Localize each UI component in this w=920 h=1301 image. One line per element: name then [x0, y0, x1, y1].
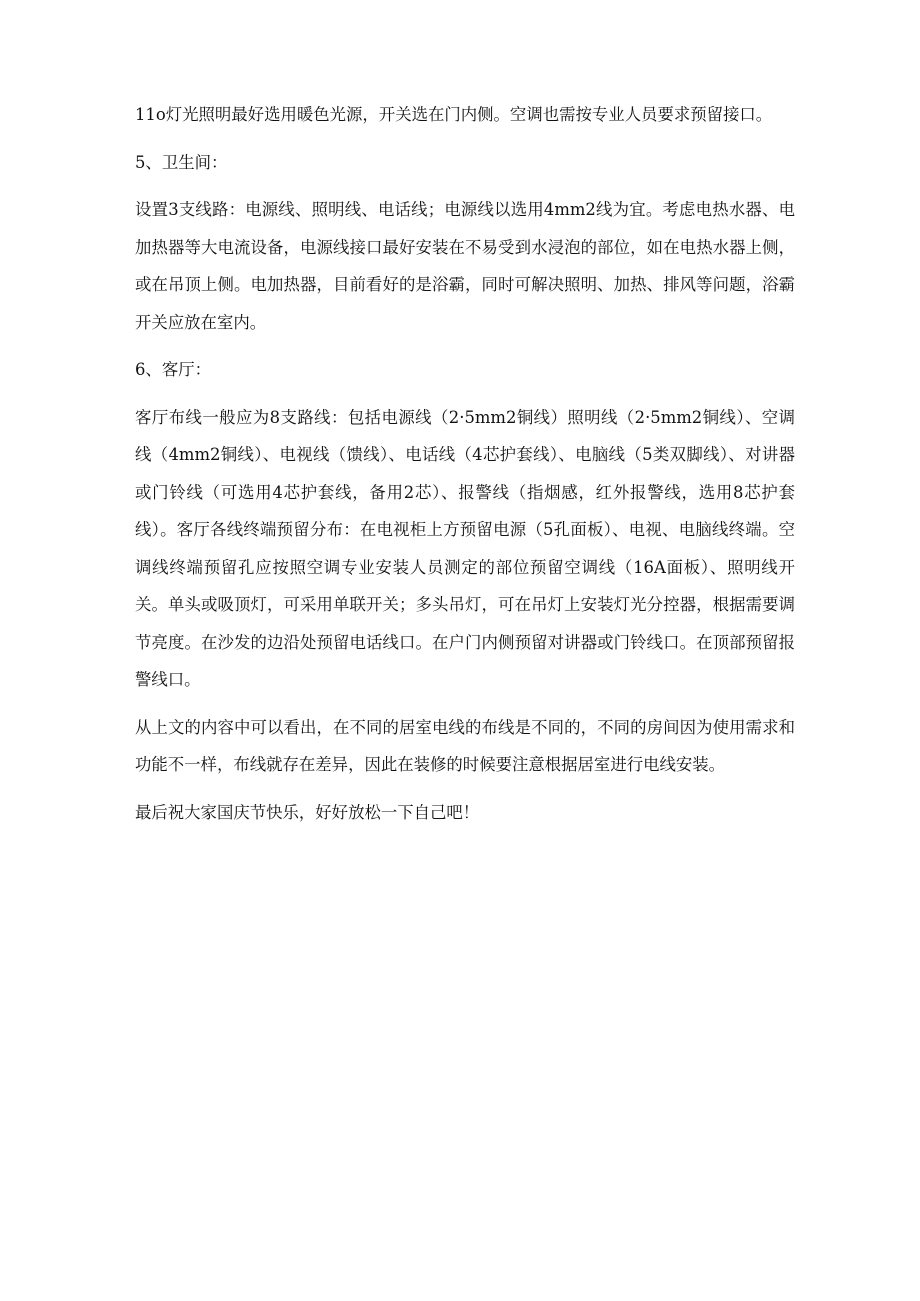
paragraph-summary: 从上文的内容中可以看出，在不同的居室电线的布线是不同的，不同的房间因为使用需求和功能不一样，布线就存在差异，因此在装修的时候要注意根据居室进行电线安装。 — [135, 717, 795, 774]
paragraph-bathroom-wiring: 设置3支线路：电源线、照明线、电话线；电源线以选用4mm2线为宜。考虑电热水器、电加热器等大电流设备，电源线接口最好安装在不易受到水浸泡的部位，如在电热水器上侧，或在吊顶上侧。电加热器，目前看好的是浴霸，同时可解决照明、加热、排风等问题，浴霸开关应放在室内。 — [135, 200, 795, 332]
paragraph-lighting-note: 11o灯光照明最好选用暖色光源，开关选在门内侧。空调也需按专业人员要求预留接口。 — [135, 105, 773, 124]
document-body — [135, 96, 795, 841]
section-heading-living-room: 6、客厅： — [135, 360, 211, 379]
section-heading-bathroom: 5、卫生间： — [135, 152, 228, 172]
paragraph-living-room-wiring: 客厅布线一般应为8支路线：包括电源线（2·5mm2铜线）照明线（2·5mm2铜线）、空调线（4mm2铜线）、电视线（馈线）、电话线（4芯护套线）、电脑线（5类双脚线）、对讲器或门铃线（可选用4芯护套线，备用2芯）、报警线（指烟感，红外报警线，选用8芯护套线）。客厅各线终端预留分布：在电视柜上方预留电源（5孔面板）、电视、电脑线终端。空调线终端预留孔应按照空调专业安装人员测定的部位预留空调线（16A面板）、照明线开关。单头或吸顶灯，可采用单联开关；多头吊灯，可在吊灯上安装灯光分控器，根据需要调节亮度。在沙发的边沿处预留电话线口。在户门内侧预留对讲器或门铃线口。在顶部预留报警线口。 — [135, 407, 795, 689]
paragraph-closing-greeting: 最后祝大家国庆节快乐，好好放松一下自己吧！ — [135, 802, 480, 822]
